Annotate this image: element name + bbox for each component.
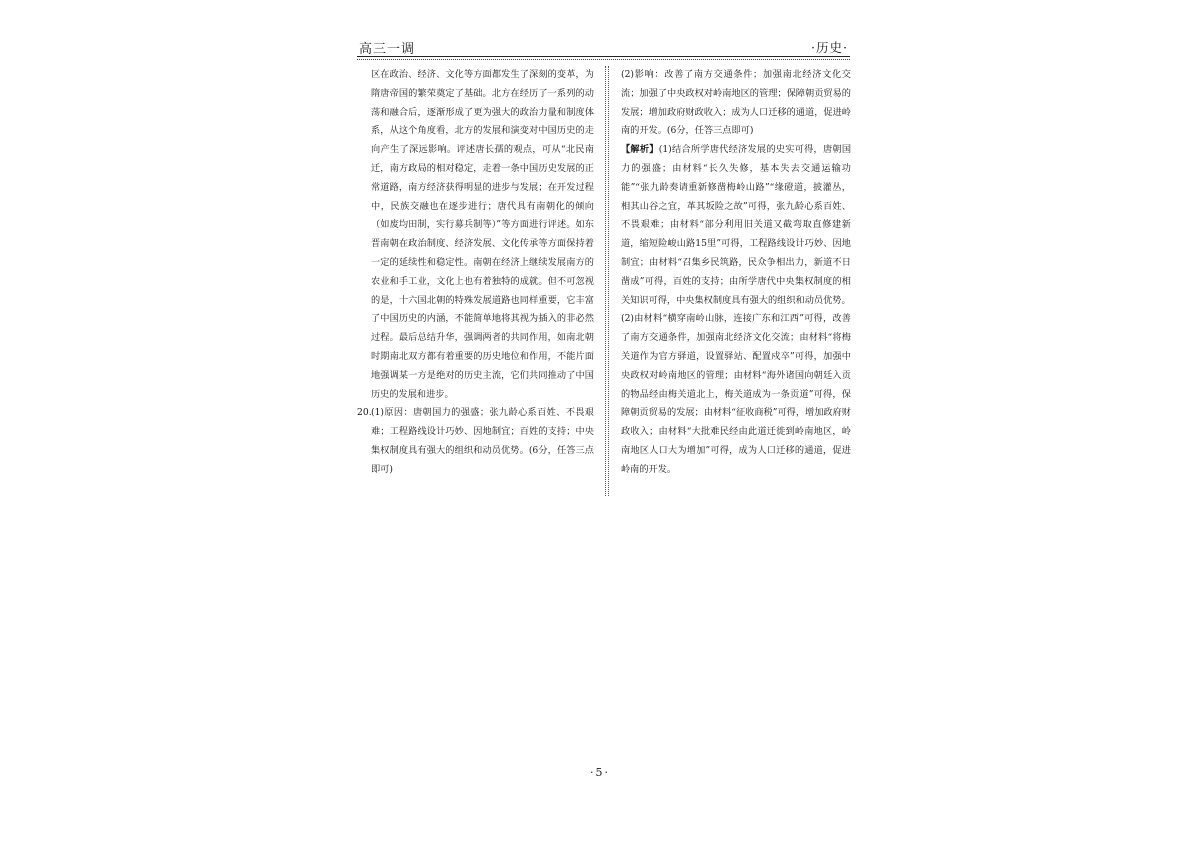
column-divider-2 — [608, 66, 609, 496]
column-divider — [605, 66, 606, 496]
exam-title: 高三一调 — [359, 42, 416, 57]
analysis-label: 【解析】 — [621, 144, 659, 156]
analysis-part2: (2)由材料“横穿南岭山脉，连接广东和江西”可得，改善了南方交通条件，加强南北经济文化交流；由材料“将梅关道作为官方驿道，设置驿站、配置戍卒”可得，加强中央政权对岭南地区的管理；由材料“海外诸国向朝廷入贡的物品经由梅关道北上，梅关道成为一条贡道”可得，保障朝贡贸易的发展；由材料“征收商税”可得，增加政府财政收入；由材料“大批难民经由此道迁徙到岭南地区，岭南地区人口大为增加”可得，成为人口迁移的通道，促进岭南的开发。 — [621, 313, 851, 475]
answer-20-part1-text: (1)原因：唐朝国力的强盛；张九龄心系百姓、不畏艰难；工程路线设计巧妙、因地制宜；百姓的支持；中央集权制度具有强大的组织和动员优势。(6分，任答三点即可) — [371, 407, 594, 475]
header-rule — [357, 56, 850, 57]
page-number: ·5· — [590, 766, 610, 779]
subject-label: ·历史· — [811, 40, 848, 55]
header-dotted-rule — [357, 59, 850, 60]
analysis-part1 — [621, 141, 851, 310]
analysis-part1-text: (1)结合所学唐代经济发展的史实可得，唐朝国力的强盛；由材料“长久失修，基本失去交通运输功能”“张九龄奏请重新修凿梅岭山路”“缘磴道，披灌丛，相其山谷之宜，革其坂险之故”可得，张九龄心系百姓、不畏艰难；由材料“部分利用旧关道又截弯取直修建新道，缩短险峻山路15里”可得，工程路线设计巧妙、因地制宜；由材料“召集乡民筑路，民众争相出力，新道不日凿成”可得，百姓的支持；由所学唐代中央集权制度的相关知识可得，中央集权制度具有强大的组织和动员优势。 — [621, 144, 852, 306]
answer-19-continuation: 区在政治、经济、文化等方面都发生了深刻的变革，为隋唐帝国的繁荣奠定了基础。北方在经历了一系列的动荡和融合后，逐渐形成了更为强大的政治力量和制度体系，从这个角度看，北方的发展和演变对中国历史的走向产生了深远影响。评述唐长孺的观点，可从“北民南迁，南方政局的相对稳定，走着一条中国历史发展的正常道路，南方经济获得明显的进步与发展；在开发过程中，民族交融也在逐步进行；唐代具有南朝化的倾向（如废均田制，实行募兵制等）”等方面进行评述。如东晋南朝在政治制度、经济发展、文化传承等方面保持着一定的延续性和稳定性。南朝在经济上继续发展南方的农业和手工业，文化上也有着独特的成就。但不可忽视的是，十六国北朝的特殊发展道路也同样重要，它丰富了中国历史的内涵，不能简单地将其视为插入的非必然过程。最后总结升华，强调两者的共同作用，如南北朝时期南北双方都有着重要的历史地位和作用，不能片面地强调某一方是绝对的历史主流，它们共同推动了中国历史的发展和进步。 — [371, 69, 594, 400]
right-column — [621, 66, 851, 480]
answer-20-part1 — [357, 404, 594, 479]
question-number: 20. — [357, 407, 372, 419]
left-column — [357, 66, 594, 480]
answer-20-part2: (2)影响：改善了南方交通条件；加强南北经济文化交流；加强了中央政权对岭南地区的管理；保障朝贡贸易的发展；增加政府财政收入；成为人口迁移的通道，促进岭南的开发。(6分，任答三点即可) — [621, 69, 851, 137]
page-header — [357, 38, 850, 58]
